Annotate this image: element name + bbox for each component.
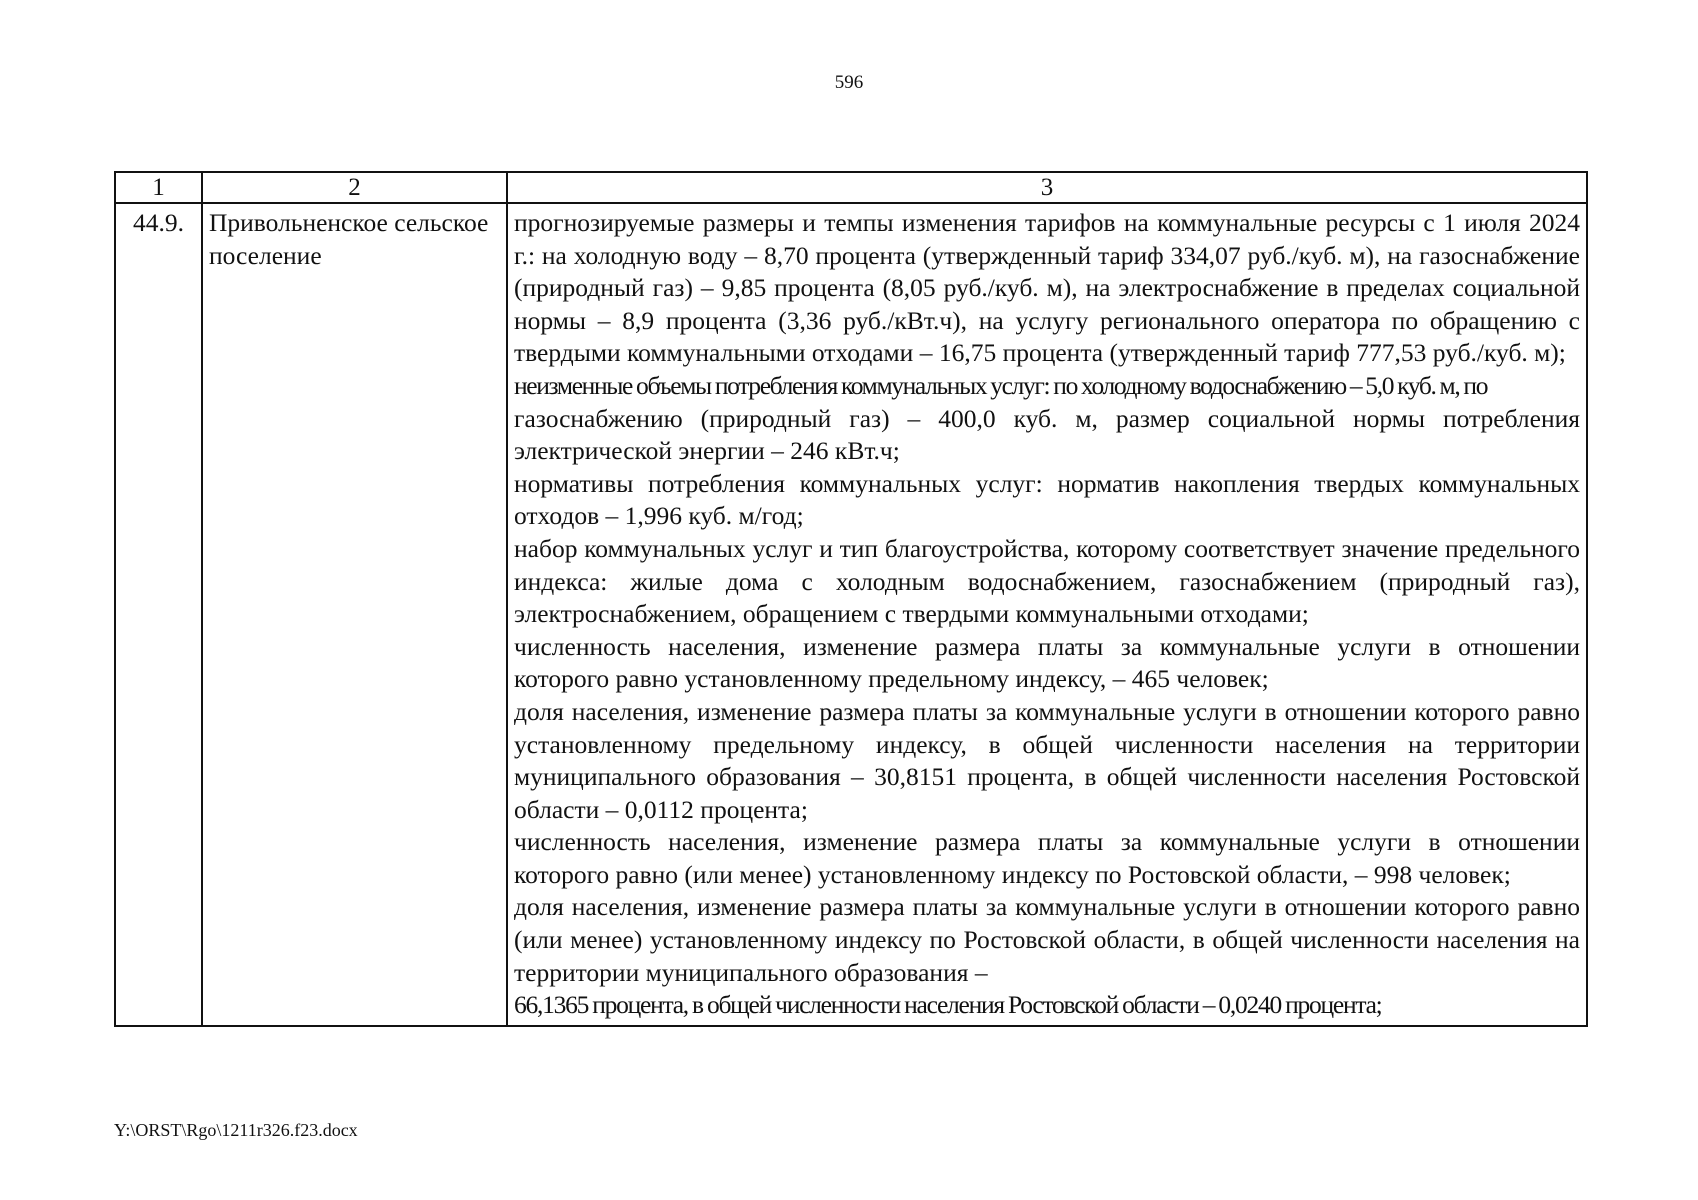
paragraph-population-share-regional: доля населения, изменение размера платы за коммунальные услуги в отношении которого равно (или менее) установленному индексу по Ростовской области, в общей численности населения на территории муниципального образования – — [514, 892, 1580, 987]
paragraph-population-share: доля населения, изменение размера платы за коммунальные услуги в отношении которого равно установленному предельному индексу, в общей численности населения на территории муниципального образования – 30,8151 процента, в общей численности населения Ростовской области – 0,0112 процента; — [514, 696, 1580, 824]
paragraph-population-share-regional-continued: 66,1365 процента, в общей численности населения Ростовской области – 0,0240 процента; — [514, 990, 1382, 1020]
paragraph-population-count-regional: численность населения, изменение размера платы за коммунальные услуги в отношении которого равно (или менее) установленному индексу по Ростовской области, – 998 человек; — [514, 827, 1580, 889]
table-header-row — [115, 172, 1587, 203]
column-header-1: 1 — [115, 172, 202, 203]
footer-file-path: Y:\ORST\Rgo\1211r326.f23.docx — [114, 1120, 358, 1140]
tariff-table — [114, 171, 1588, 1027]
column-header-3: 3 — [507, 172, 1587, 203]
row-number: 44.9. — [115, 203, 202, 1026]
paragraph-services-set: набор коммунальных услуг и тип благоустройства, которому соответствует значение предельного индекса: жилые дома с холодным водоснабжением, газоснабжением (природный газ), электроснабжением, обращением с твердыми коммунальными отходами; — [514, 533, 1580, 629]
paragraph-norms: нормативы потребления коммунальных услуг: норматив накопления твердых коммунальных отходов – 1,996 куб. м/год; — [514, 468, 1580, 531]
table-row — [115, 203, 1587, 1026]
paragraph-population-count: численность населения, изменение размера платы за коммунальные услуги в отношении которого равно установленному предельному индексу, – 465 человек; — [514, 631, 1580, 694]
paragraph-tariffs: прогнозируемые размеры и темпы изменения тарифов на коммунальные ресурсы с 1 июля 2024 г.: на холодную воду – 8,70 процента (утвержденный тариф 334,07 руб./куб. м), на газоснабжение (природный газ) – 9,85 процента (8,05 руб./куб. м), на электроснабжение в пределах социальной нормы – 8,9 процента (3,36 руб./кВт.ч), на услугу регионального оператора по обращению с твердыми коммунальными отходами – 16,75 процента (утвержденный тариф 777,53 руб./куб. м); — [514, 208, 1580, 368]
row-description — [507, 203, 1587, 1026]
column-header-2: 2 — [202, 172, 507, 203]
paragraph-volumes-continued: газоснабжению (природный газ) – 400,0 куб. м, размер социальной нормы потребления электрической энергии – 246 кВт.ч; — [514, 403, 1580, 466]
paragraph-volumes: неизменные объемы потребления коммунальных услуг: по холодному водоснабжению – 5,0 куб. м, по — [514, 370, 1488, 400]
page-number: 596 — [834, 72, 864, 93]
settlement-name: Привольненское сельское поселение — [202, 203, 507, 1026]
